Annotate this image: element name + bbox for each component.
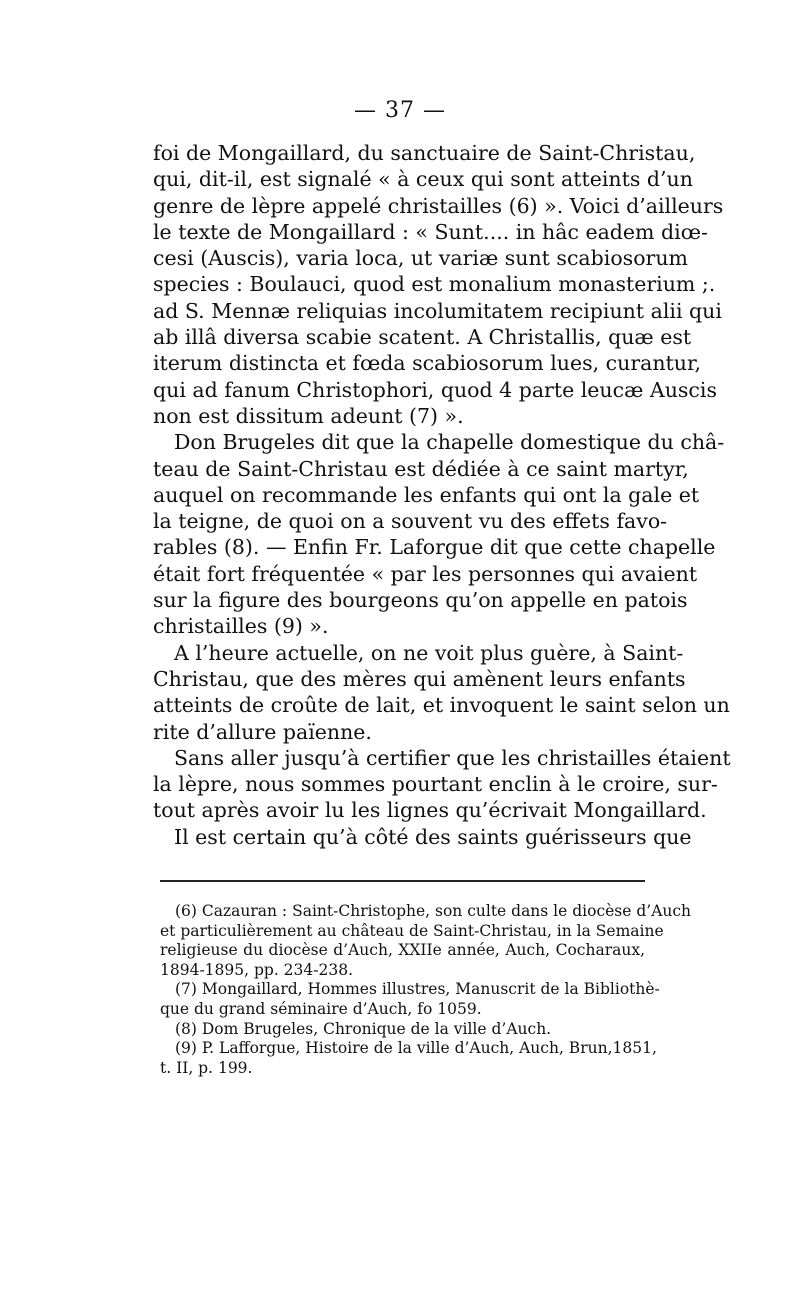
- footnote-line: (9) P. Lafforgue, Histoire de la ville d’Auch, Auch, Brun,1851,: [175, 1039, 657, 1058]
- text-line: Sans aller jusqu’à certifier que les christailles étaient: [174, 745, 731, 770]
- text-line: sur la figure des bourgeons qu’on appelle en patois: [153, 588, 688, 613]
- text-line: tout après avoir lu les lignes qu’écrivait Mongaillard.: [153, 798, 707, 823]
- text-line: iterum distincta et fœda scabiosorum lues, curantur,: [153, 351, 702, 376]
- text-line: Don Brugeles dit que la chapelle domestique du châ-: [174, 430, 725, 455]
- text-line: Christau, que des mères qui amènent leurs enfants: [153, 666, 686, 691]
- footnote-line: (7) Mongaillard, Hommes illustres, Manuscrit de la Bibliothè-: [175, 980, 660, 999]
- text-line: était fort fréquentée « par les personnes qui avaient: [153, 561, 698, 586]
- text-line: la teigne, de quoi on a souvent vu des effets favo-: [153, 509, 668, 534]
- text-line: qui ad fanum Christophori, quod 4 parte leucæ Auscis: [153, 377, 717, 402]
- text-line: foi de Mongaillard, du sanctuaire de Saint-Christau,: [153, 141, 696, 165]
- text-line: genre de lèpre appelé christailles (6) ». Voici d’ailleurs: [153, 193, 724, 218]
- text-line: cesi (Auscis), varia loca, ut variæ sunt scabiosorum: [153, 246, 688, 271]
- text-line: christailles (9) ».: [153, 614, 329, 639]
- footnote-divider: [160, 880, 645, 882]
- text-line: species : Boulauci, quod est monalium monasterium ;.: [153, 272, 716, 297]
- footnote-line: religieuse du diocèse d’Auch, XXIIe année, Auch, Cocharaux,: [160, 941, 645, 960]
- text-line: atteints de croûte de lait, et invoquent le saint selon un: [153, 693, 730, 718]
- text-line: ad S. Mennæ reliquias incolumitatem recipiunt alii qui: [153, 298, 722, 323]
- footnotes: [160, 902, 692, 1078]
- text-line: non est dissitum adeunt (7) ».: [153, 403, 464, 428]
- text-line: le texte de Mongaillard : « Sunt.... in hâc eadem diœ-: [153, 219, 708, 244]
- page-number: — 37 —: [354, 98, 446, 123]
- text-line: rite d’allure païenne.: [153, 719, 372, 744]
- footnote-line: (6) Cazauran : Saint-Christophe, son culte dans le diocèse d’Auch: [175, 902, 692, 920]
- footnote-line: 1894-1895, pp. 234-238.: [160, 960, 354, 979]
- footnote-line: et particulièrement au château de Saint-Christau, in la Semaine: [160, 921, 664, 940]
- body-text: [153, 140, 731, 850]
- text-line: teau de Saint-Christau est dédiée à ce saint martyr,: [153, 456, 689, 481]
- footnote-line: t. II, p. 199.: [160, 1058, 253, 1077]
- text-line: qui, dit-il, est signalé « à ceux qui sont atteints d’un: [153, 167, 693, 192]
- text-line: rables (8). — Enfin Fr. Laforgue dit que cette chapelle: [153, 535, 716, 560]
- text-line: la lèpre, nous sommes pourtant enclin à le croire, sur-: [153, 772, 718, 797]
- text-line: A l’heure actuelle, on ne voit plus guère, à Saint-: [174, 640, 684, 665]
- footnote-line: que du grand séminaire d’Auch, fo 1059.: [160, 999, 482, 1018]
- footnote-line: (8) Dom Brugeles, Chronique de la ville d’Auch.: [175, 1019, 552, 1038]
- text-line: ab illâ diversa scabie scatent. A Christallis, quæ est: [153, 325, 692, 350]
- text-line: Il est certain qu’à côté des saints guérisseurs que: [174, 824, 692, 849]
- text-line: auquel on recommande les enfants qui ont la gale et: [153, 482, 700, 507]
